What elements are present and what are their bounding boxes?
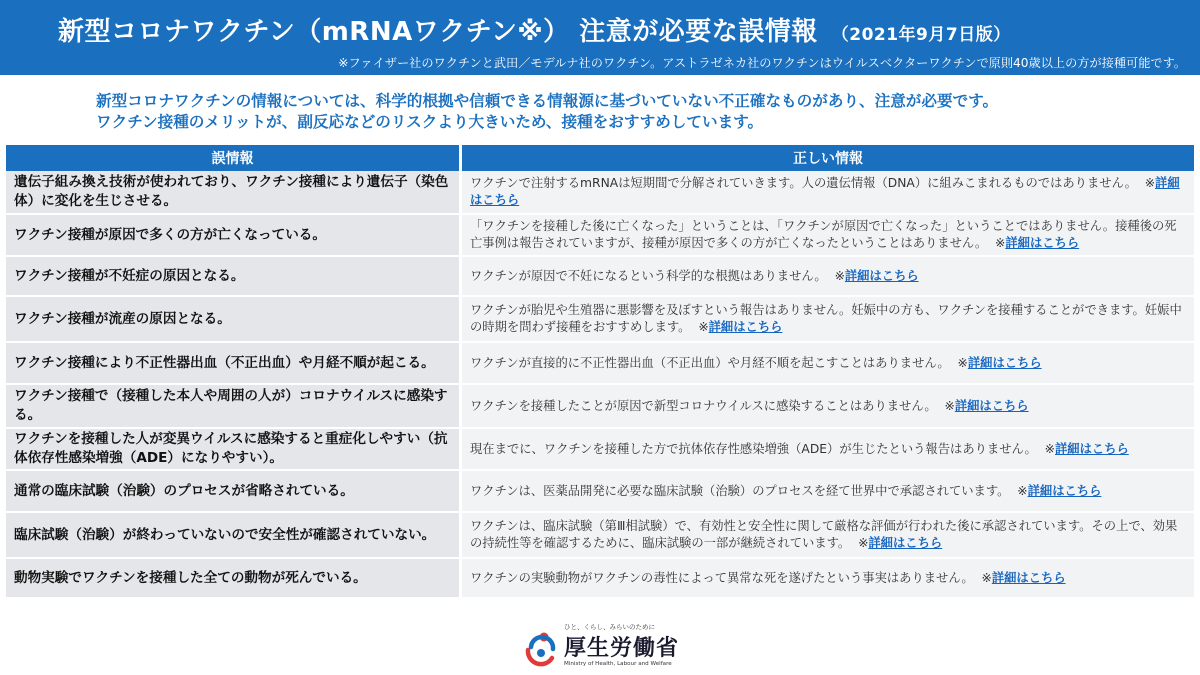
correct-info-wrapper xyxy=(470,355,1042,372)
details-link[interactable]: 詳細はこちら xyxy=(991,570,1066,585)
details-link[interactable]: 詳細はこちら xyxy=(967,355,1042,370)
details-link[interactable]: 詳細はこちら xyxy=(708,320,783,334)
misinfo-cell xyxy=(6,513,462,557)
correct-info-wrapper xyxy=(470,268,919,285)
misinfo-cell xyxy=(6,257,462,295)
correct-info-wrapper xyxy=(470,302,1188,336)
table-row xyxy=(6,297,1194,343)
correct-info-cell xyxy=(462,171,1194,213)
correct-info-text: ワクチンが胎児や生殖器に悪影響を及ぼすという報告はありません。妊娠中の方も、ワクチンを接種することができます。妊娠中の時期を問わず接種をおすすめします。 xyxy=(470,303,1182,334)
correct-info-wrapper xyxy=(470,483,1101,500)
link-spacer xyxy=(987,236,995,250)
misinfo-cell xyxy=(6,297,462,341)
misinfo-text: 遺伝子組み換え技術が使われており、ワクチン接種により遺伝子（染色体）に変化を生じさせる。 xyxy=(14,174,449,209)
header-banner xyxy=(0,0,1200,75)
link-prefix: ※ xyxy=(1017,483,1028,498)
misinfo-text: 動物実験でワクチンを接種した全ての動物が死んでいる。 xyxy=(14,569,367,586)
version-date: （2021年9月7日版） xyxy=(831,25,1011,45)
correct-info-wrapper xyxy=(470,175,1188,209)
correct-info-wrapper xyxy=(470,398,1029,415)
correct-info-text: ワクチンを接種したことが原因で新型コロナウイルスに感染することはありません。 xyxy=(470,398,937,413)
link-spacer xyxy=(1037,442,1045,456)
misinfo-cell xyxy=(6,343,462,383)
table-row xyxy=(6,171,1194,215)
table-row xyxy=(6,471,1194,513)
correct-info-wrapper xyxy=(470,441,1129,458)
link-spacer xyxy=(950,356,958,370)
link-prefix: ※ xyxy=(834,268,845,283)
link-spacer xyxy=(1137,176,1145,190)
misinformation-table xyxy=(6,145,1194,599)
details-link[interactable]: 詳細はこちら xyxy=(954,398,1029,413)
misinfo-text: ワクチンを接種した人が変異ウイルスに感染すると重症化しやすい（抗体依存性感染増強（ADE）になりやすい）。 xyxy=(14,431,448,466)
link-prefix: ※ xyxy=(957,355,968,370)
table-row xyxy=(6,215,1194,257)
table-row xyxy=(6,559,1194,599)
table-body xyxy=(6,171,1194,599)
correct-info-cell xyxy=(462,471,1194,511)
link-prefix: ※ xyxy=(858,536,869,550)
table-row xyxy=(6,385,1194,429)
table-row xyxy=(6,513,1194,559)
link-spacer xyxy=(850,536,858,550)
misinfo-cell xyxy=(6,171,462,213)
misinfo-text: ワクチン接種が流産の原因となる。 xyxy=(14,310,231,327)
misinfo-cell xyxy=(6,471,462,511)
table-row xyxy=(6,257,1194,297)
misinfo-text: ワクチン接種で（接種した本人や周囲の人が）コロナウイルスに感染する。 xyxy=(14,388,448,423)
mhlw-logo xyxy=(522,622,682,670)
misinfo-cell xyxy=(6,559,462,597)
correct-info-wrapper xyxy=(470,570,1066,587)
link-spacer xyxy=(974,571,982,585)
details-link[interactable]: 詳細はこちら xyxy=(868,536,943,550)
misinfo-cell xyxy=(6,215,462,255)
details-link[interactable]: 詳細はこちら xyxy=(844,268,919,283)
correct-info-cell xyxy=(462,257,1194,295)
intro-line-2: ワクチン接種のメリットが、副反応などのリスクより大きいため、接種をおすすめしています。 xyxy=(96,113,764,131)
correct-info-cell xyxy=(462,559,1194,597)
correct-info-wrapper xyxy=(470,218,1188,252)
correct-info-text: ワクチンの実験動物がワクチンの毒性によって異常な死を遂げたという事実はありません。 xyxy=(470,570,974,585)
logo-name: 厚生労働省 xyxy=(564,636,680,661)
logo-tagline: ひと、くらし、みらいのために xyxy=(564,623,655,631)
details-link[interactable]: 詳細はこちら xyxy=(470,176,1180,207)
misinfo-text: ワクチン接種が原因で多くの方が亡くなっている。 xyxy=(14,226,326,243)
correct-info-cell xyxy=(462,343,1194,383)
details-link[interactable]: 詳細はこちら xyxy=(1005,236,1080,250)
page-title xyxy=(58,11,1011,48)
title-text: 新型コロナワクチン（mRNAワクチン※） 注意が必要な誤情報 xyxy=(58,17,818,47)
link-prefix: ※ xyxy=(944,398,955,413)
link-spacer xyxy=(827,269,835,283)
misinfo-text: 臨床試験（治験）が終わっていないので安全性が確認されていない。 xyxy=(14,526,436,543)
intro-text xyxy=(96,91,1176,133)
correct-info-cell xyxy=(462,215,1194,255)
correct-info-text: ワクチンが原因で不妊になるという科学的な根拠はありません。 xyxy=(470,268,827,283)
table-row xyxy=(6,343,1194,385)
correct-info-text: ワクチンで注射するmRNAは短期間で分解されていきます。人の遺伝情報（DNA）に組みこまれるものではありません。 xyxy=(470,176,1137,190)
correct-info-cell xyxy=(462,513,1194,557)
misinfo-text: ワクチン接種により不正性器出血（不正出血）や月経不順が起こる。 xyxy=(14,354,435,371)
col-header-correct: 正しい情報 xyxy=(462,145,1194,171)
correct-info-text: ワクチンは、医薬品開発に必要な臨床試験（治験）のプロセスを経て世界中で承認されています。 xyxy=(470,483,1010,498)
correct-info-text: ワクチンは、臨床試験（第Ⅲ相試験）で、有効性と安全性に関して厳格な評価が行われた後に承認されています。その上で、効果の持続性等を確認するために、臨床試験の一部が継続されています。 xyxy=(470,519,1178,550)
details-link[interactable]: 詳細はこちら xyxy=(1054,441,1129,456)
misinfo-text: 通常の臨床試験（治験）のプロセスが省略されている。 xyxy=(14,482,354,499)
correct-info-text: 現在までに、ワクチンを接種した方で抗体依存性感染増強（ADE）が生じたという報告はありません。 xyxy=(470,441,1037,456)
misinfo-cell xyxy=(6,429,462,469)
link-prefix: ※ xyxy=(995,236,1006,250)
correct-info-cell xyxy=(462,429,1194,469)
link-spacer xyxy=(937,399,945,413)
misinfo-cell xyxy=(6,385,462,427)
correct-info-text: ワクチンが直接的に不正性器出血（不正出血）や月経不順を起こすことはありません。 xyxy=(470,355,950,370)
vaccine-footnote: ※ファイザー社のワクチンと武田／モデルナ社のワクチン。アストラゼネカ社のワクチンはウイルスベクターワクチンで原則40歳以上の方が接種可能です。 xyxy=(338,56,1186,70)
correct-info-cell xyxy=(462,297,1194,341)
correct-info-text: 「ワクチンを接種した後に亡くなった」ということは、「ワクチンが原因で亡くなった」ということではありません。接種後の死亡事例は報告されていますが、接種が原因で多くの方が亡くなったということはありません。 xyxy=(470,219,1177,250)
link-prefix: ※ xyxy=(981,570,992,585)
intro-line-1: 新型コロナワクチンの情報については、科学的根拠や信頼できる情報源に基づいていない不正確なものがあり、注意が必要です。 xyxy=(96,92,999,110)
details-link[interactable]: 詳細はこちら xyxy=(1027,483,1102,498)
link-prefix: ※ xyxy=(1144,176,1156,190)
correct-info-wrapper xyxy=(470,518,1188,552)
mhlw-emblem-icon xyxy=(522,630,560,668)
link-prefix: ※ xyxy=(698,320,709,334)
col-header-misinfo: 誤情報 xyxy=(6,145,459,171)
logo-english: Ministry of Health, Labour and Welfare xyxy=(564,661,672,667)
table-row xyxy=(6,429,1194,471)
table-header xyxy=(6,145,1194,171)
link-prefix: ※ xyxy=(1044,441,1055,456)
correct-info-cell xyxy=(462,385,1194,427)
misinfo-text: ワクチン接種が不妊症の原因となる。 xyxy=(14,267,245,284)
